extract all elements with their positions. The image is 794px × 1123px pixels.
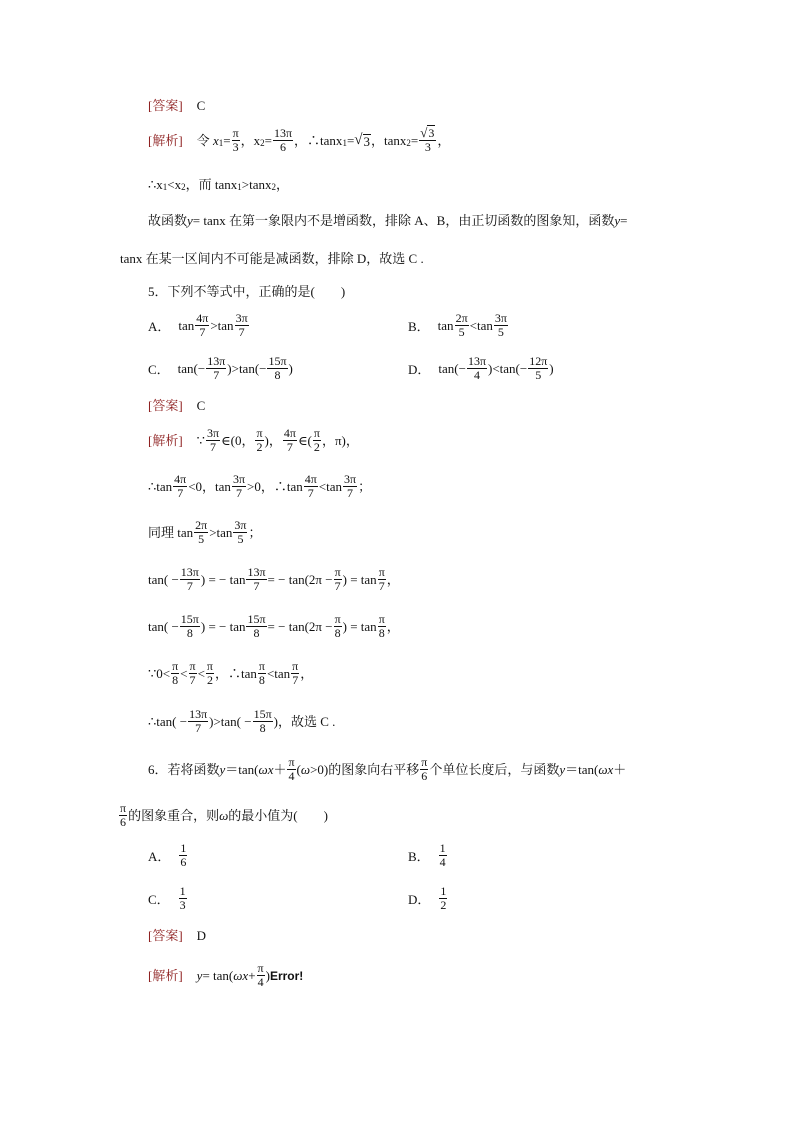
q4-text: ，tanx <box>371 132 407 148</box>
var-omega: ω <box>300 762 311 777</box>
sub-2: 2 <box>406 137 411 148</box>
var-y: y <box>196 968 203 983</box>
q6-answer-line <box>148 929 206 942</box>
frac-pi-7: $\frac{\pi}{7}$ <box>292 659 299 687</box>
q4-text: >tanx <box>241 177 272 192</box>
q6-text: >0)的图象向右平移 <box>310 762 420 777</box>
relation: )<tan(− <box>488 360 528 376</box>
q5-option-c[interactable] <box>148 355 293 382</box>
q5-analysis-line-1 <box>148 427 359 454</box>
q5-option-d[interactable] <box>408 355 554 382</box>
q5-text: ； <box>248 525 262 540</box>
q4-answer-line <box>148 99 205 112</box>
paren: ) <box>549 360 554 376</box>
q5-text: )>tan( − <box>209 714 252 729</box>
frac-2pi-5: $\frac{2\pi}{5}$ <box>195 518 208 546</box>
q5-text: ∈( <box>297 433 312 448</box>
q6-text: = tan( <box>202 968 234 983</box>
frac-15pi-8: $\frac{15\pi}{8}$ <box>268 354 287 382</box>
q5-text: = − tan(2π − <box>267 619 333 634</box>
sqrt-3: √ 3 <box>354 131 371 149</box>
q5-analysis-line-5 <box>148 613 400 640</box>
q5-analysis-line-3 <box>148 519 262 546</box>
eq-sign: = <box>410 132 419 148</box>
frac-pi-8: $\frac{\pi}{8}$ <box>258 659 265 687</box>
sub-2: 2 <box>271 182 276 192</box>
frac-3pi-5: $\frac{3\pi}{5}$ <box>494 311 507 339</box>
q4-answer-value: C <box>196 98 206 113</box>
q5-text: ) = − tan <box>200 572 246 587</box>
eq-sign: = <box>346 132 355 148</box>
var-y: y <box>187 213 193 228</box>
frac-1-6: $\frac{1}{6}$ <box>180 841 187 869</box>
option-label: C． <box>148 892 170 907</box>
q4-text: ，∴tanx <box>294 132 343 148</box>
sub-1: 1 <box>162 182 168 192</box>
frac-pi-4: $\frac{\pi}{4}$ <box>257 961 264 989</box>
q4-text: 故函数 <box>148 213 188 228</box>
frac-3pi-7: $\frac{3\pi}{7}$ <box>344 472 357 500</box>
q6-analysis-line-1 <box>148 962 303 989</box>
q6-stem-line-2 <box>118 802 328 829</box>
frac-pi-6: $\frac{\pi}{6}$ <box>120 801 127 829</box>
tan-text: tan <box>178 317 195 333</box>
var-x: x <box>212 132 219 148</box>
option-label: B． <box>408 319 430 334</box>
q5-text: >tan <box>209 525 233 540</box>
q5-text: tan( − <box>148 619 179 634</box>
frac-pi-7: $\frac{\pi}{7}$ <box>334 565 341 593</box>
option-label: C． <box>148 362 170 377</box>
q5-text: < <box>197 666 205 681</box>
frac-pi-2: $\frac{\pi}{2}$ <box>313 426 320 454</box>
option-label: A． <box>148 849 171 864</box>
q6-option-b[interactable] <box>408 842 448 869</box>
q5-text: <0，tan <box>188 479 231 494</box>
frac-1-4: $\frac{1}{4}$ <box>439 841 446 869</box>
sub-1: 1 <box>218 137 224 148</box>
frac-pi-2: $\frac{\pi}{2}$ <box>206 659 213 687</box>
frac-3pi-7: $\frac{3\pi}{7}$ <box>235 311 248 339</box>
frac-15pi-8: $\frac{15\pi}{8}$ <box>247 612 266 640</box>
q4-text: ，x <box>240 132 261 148</box>
frac-4pi-7: $\frac{4\pi}{7}$ <box>304 472 317 500</box>
q5-text: ∈(0， <box>221 433 255 448</box>
var-omega-x: ωx <box>258 762 274 777</box>
frac-15pi-8: $\frac{15\pi}{8}$ <box>253 707 272 735</box>
option-label: B． <box>408 849 430 864</box>
paren: ) <box>288 360 293 376</box>
frac-4pi-7: $\frac{4\pi}{7}$ <box>283 426 296 454</box>
var-y: y <box>219 762 226 777</box>
q6-text: 的图象重合，则 <box>128 808 220 823</box>
q5-text: ) = tan <box>342 619 377 634</box>
analysis-tag: [解析] <box>148 132 183 148</box>
answer-tag: [答案] <box>148 928 183 943</box>
q5-text: ； <box>358 479 372 494</box>
q4-analysis-lead: 令 <box>196 132 210 148</box>
option-label: D． <box>408 362 431 377</box>
q5-text: tan( − <box>148 572 179 587</box>
q5-text: ) = tan <box>342 572 377 587</box>
analysis-tag: [解析] <box>148 968 183 983</box>
frac-2pi-5: $\frac{2\pi}{5}$ <box>455 311 468 339</box>
q6-text: ( <box>296 762 301 777</box>
q4-analysis-line-2 <box>148 178 289 191</box>
q5-text: = − tan(2π − <box>267 572 333 587</box>
var-y: y <box>614 213 621 228</box>
frac-13pi-4: $\frac{13\pi}{4}$ <box>467 354 486 382</box>
frac-pi-7: $\frac{\pi}{7}$ <box>378 565 385 593</box>
frac-3pi-7: $\frac{3\pi}{7}$ <box>232 472 245 500</box>
q5-answer-value: C <box>196 398 206 413</box>
q4-analysis-line-1 <box>148 126 450 154</box>
q6-text: ) <box>265 968 270 983</box>
frac-15pi-8: $\frac{15\pi}{8}$ <box>180 612 199 640</box>
q4-text: = <box>620 213 628 228</box>
q5-text: )， <box>264 433 282 448</box>
q5-text: >0，∴tan <box>247 479 303 494</box>
q4-text: = tanx 在第一象限内不是增函数，排除 A、B，由正切函数的图象知，函数 <box>192 213 615 228</box>
option-label: A． <box>148 319 171 334</box>
q5-text: ， <box>386 572 400 587</box>
tan-text: tan(− <box>177 360 206 376</box>
var-omega-x: ωx <box>233 968 249 983</box>
q5-text: ) = − tan <box>200 619 246 634</box>
sub-1: 1 <box>342 137 347 148</box>
q6-option-d[interactable] <box>408 885 448 912</box>
q5-option-a[interactable] <box>148 312 250 339</box>
q6-text: 个单位长度后，与函数 <box>429 762 560 777</box>
q6-text: ＋ <box>613 762 627 777</box>
q5-text: ∵ <box>196 433 205 448</box>
eq-sign: = <box>223 132 231 148</box>
frac-13pi-7: $\frac{13\pi}{7}$ <box>180 565 199 593</box>
frac-1-3: $\frac{1}{3}$ <box>179 884 186 912</box>
var-y: y <box>559 762 566 777</box>
frac-3pi-5: $\frac{3\pi}{5}$ <box>234 518 247 546</box>
tan-text: tan(− <box>438 360 466 376</box>
q6-text: ＝tan( <box>225 762 259 777</box>
frac-sqrt3-3: $\frac{√3}{3}$ <box>420 125 435 154</box>
q6-text: ＋ <box>273 762 287 777</box>
q4-analysis-line-3 <box>148 214 627 227</box>
sub-1: 1 <box>237 182 242 192</box>
q5-text: ， <box>300 666 314 681</box>
q4-text: ， <box>275 177 289 192</box>
q5-text: ∴tan( − <box>148 714 188 729</box>
q5-answer-line <box>148 399 205 412</box>
tan-text: tan <box>437 317 454 333</box>
q5-text: ， <box>386 619 400 634</box>
relation: >tan <box>210 317 234 333</box>
eq-sign: = <box>264 132 272 148</box>
q5-text: ∵0< <box>148 666 171 681</box>
q5-text: 同理 tan <box>148 525 194 540</box>
q6-text: 的最小值为( ) <box>228 808 328 823</box>
frac-pi-8: $\frac{\pi}{8}$ <box>172 659 179 687</box>
frac-pi-8: $\frac{\pi}{8}$ <box>378 612 385 640</box>
frac-12pi-5: $\frac{12\pi}{5}$ <box>529 354 548 382</box>
frac-13pi-6: $\frac{13\pi}{6}$ <box>273 125 293 154</box>
var-omega-x: ωx <box>598 762 614 777</box>
q5-analysis-line-4 <box>148 566 400 593</box>
q6-stem-line-1 <box>148 756 626 783</box>
answer-tag: [答案] <box>148 398 183 413</box>
q5-text: < <box>180 666 188 681</box>
q6-option-a[interactable] <box>148 842 188 869</box>
var-omega: ω <box>219 808 229 823</box>
q4-text: ∴x <box>148 177 163 192</box>
q6-text: 6．若将函数 <box>148 762 220 777</box>
q6-text: + <box>248 968 256 983</box>
q5-analysis-line-2 <box>148 473 371 500</box>
frac-3pi-7: $\frac{3\pi}{7}$ <box>206 426 220 454</box>
q5-stem: 5．下列不等式中，正确的是( ) <box>148 284 346 299</box>
q6-option-c[interactable] <box>148 885 188 912</box>
q5-analysis-line-7 <box>148 708 335 735</box>
q6-text: ＝tan( <box>565 762 599 777</box>
sub-2: 2 <box>181 182 186 192</box>
q5-text: ∴tan <box>148 479 173 494</box>
q5-analysis-line-6 <box>148 660 313 687</box>
relation: <tan <box>469 317 493 333</box>
frac-pi-2: $\frac{\pi}{2}$ <box>256 426 263 454</box>
frac-pi-3: $\frac{\pi}{3}$ <box>232 125 239 154</box>
frac-pi-8: $\frac{\pi}{8}$ <box>334 612 341 640</box>
frac-4pi-7: $\frac{4\pi}{7}$ <box>196 311 209 339</box>
q5-text: )，故选 C . <box>273 714 336 729</box>
frac-pi-4: $\frac{\pi}{4}$ <box>288 755 295 783</box>
frac-pi-7: $\frac{\pi}{7}$ <box>189 659 196 687</box>
q5-text: ，∴tan <box>214 666 257 681</box>
q5-text: ，π)， <box>321 433 359 448</box>
q5-option-b[interactable] <box>408 312 509 339</box>
option-label: D． <box>408 892 431 907</box>
frac-13pi-7: $\frac{13\pi}{7}$ <box>189 707 208 735</box>
q4-text: <x <box>167 177 182 192</box>
error-text: Error! <box>269 968 304 983</box>
frac-pi-6: $\frac{\pi}{6}$ <box>421 755 428 783</box>
frac-4pi-7: $\frac{4\pi}{7}$ <box>174 472 187 500</box>
q4-analysis-line-4: tanx 在某一区间内不可能是减函数，排除 D，故选 C . <box>120 251 424 266</box>
sub-2: 2 <box>260 137 265 148</box>
frac-1-2: $\frac{1}{2}$ <box>440 884 447 912</box>
q5-text: <tan <box>266 666 291 681</box>
q4-text: ， <box>437 132 451 148</box>
q6-answer-value: D <box>196 928 207 943</box>
answer-tag: [答案] <box>148 98 183 113</box>
frac-13pi-7: $\frac{13\pi}{7}$ <box>207 354 226 382</box>
q5-text: <tan <box>318 479 342 494</box>
q4-text: ，而 tanx <box>185 177 238 192</box>
frac-13pi-7: $\frac{13\pi}{7}$ <box>247 565 266 593</box>
analysis-tag: [解析] <box>148 433 183 448</box>
relation: )>tan(− <box>227 360 267 376</box>
